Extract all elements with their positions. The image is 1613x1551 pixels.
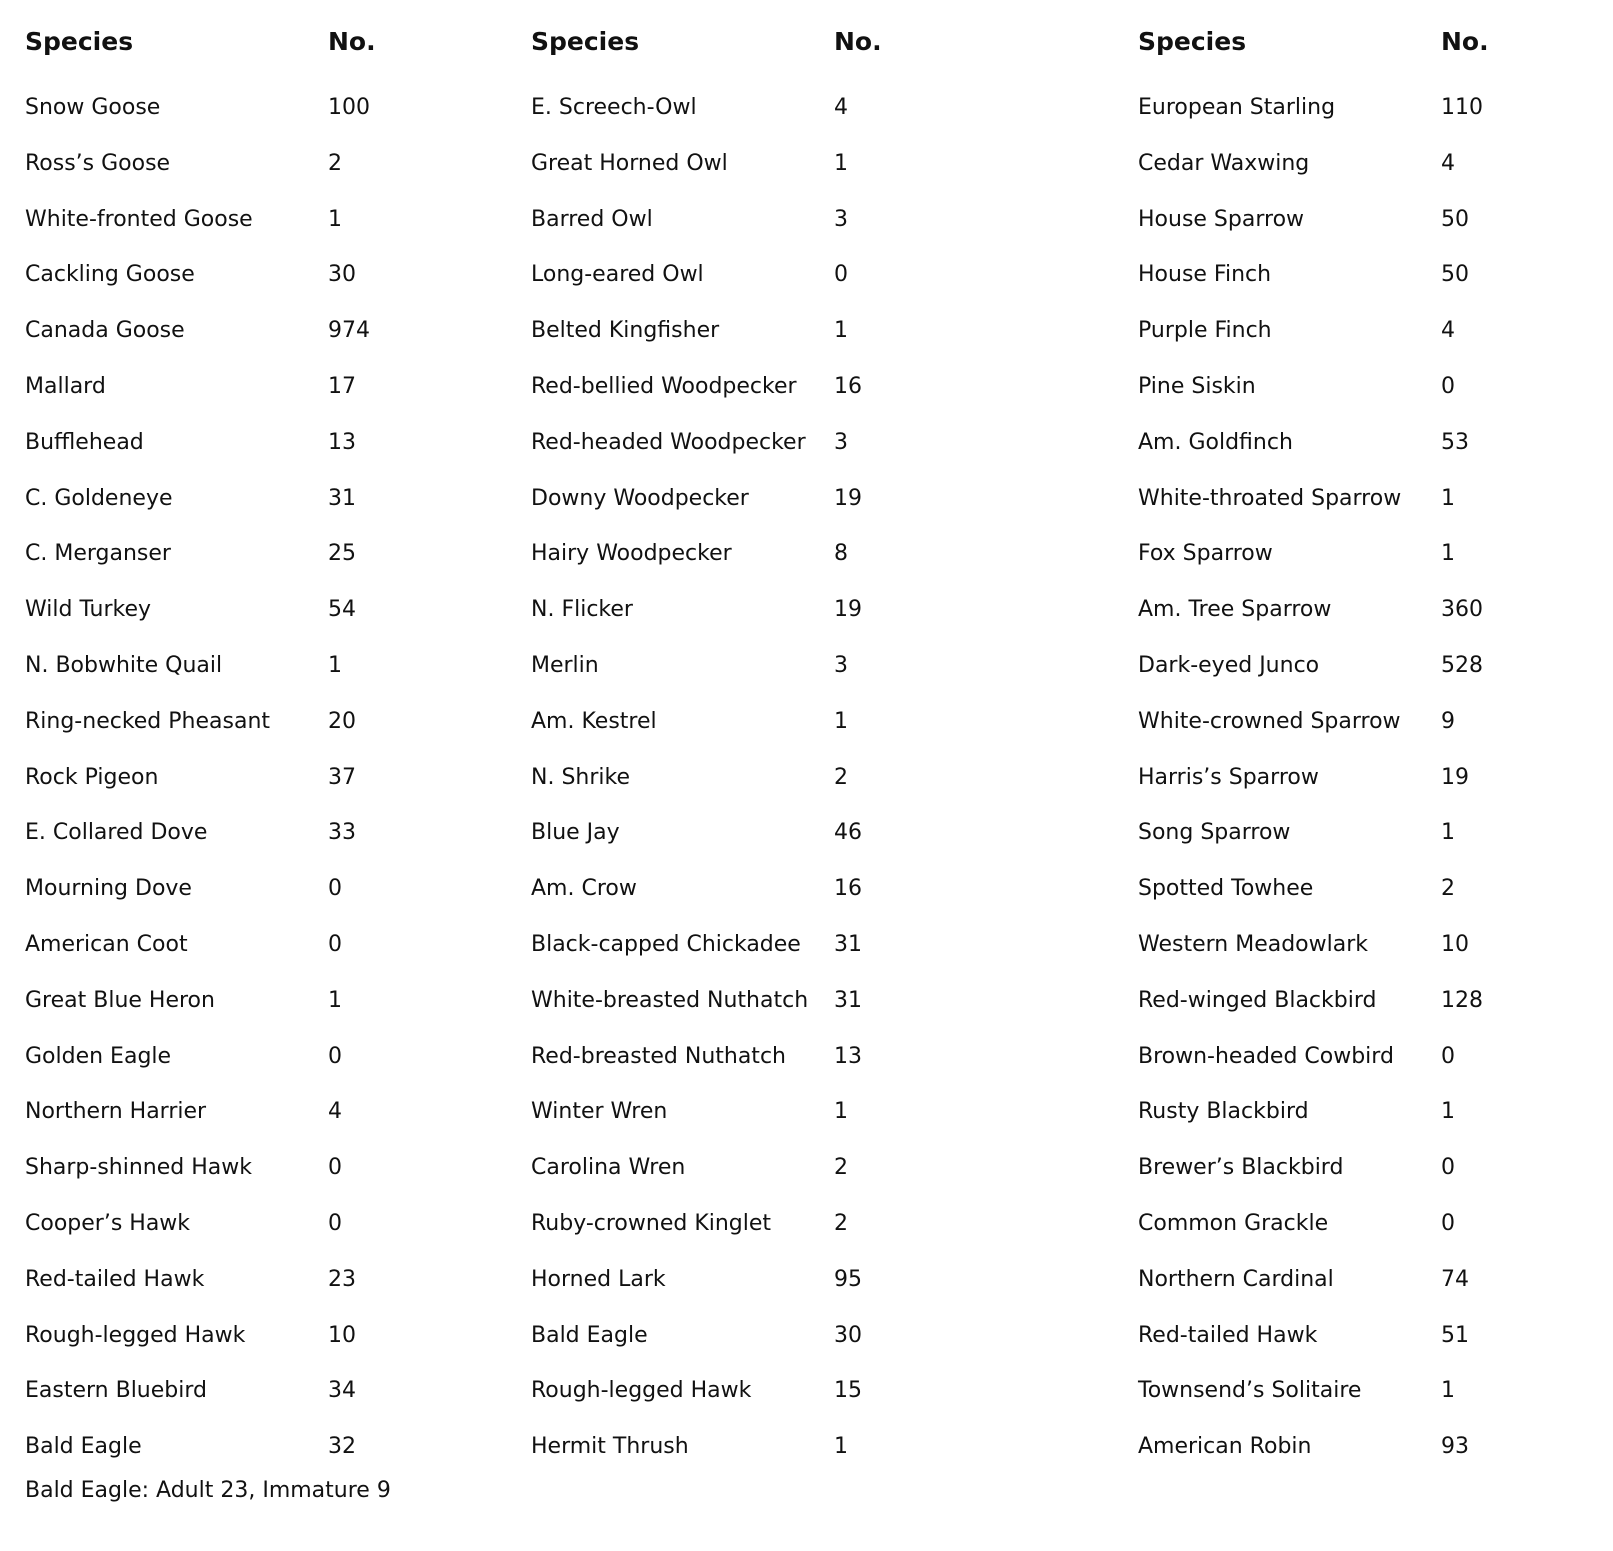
- species-name: Rusty Blackbird: [1138, 1099, 1309, 1125]
- species-count: 0: [328, 876, 342, 902]
- species-name: Mourning Dove: [25, 876, 192, 902]
- species-name: Red-tailed Hawk: [1138, 1322, 1318, 1348]
- species-count: 34: [328, 1378, 356, 1404]
- number-header: No.: [834, 27, 882, 56]
- species-name: Belted Kingfisher: [531, 318, 720, 344]
- species-name: Golden Eagle: [25, 1043, 172, 1069]
- species-name: Am. Crow: [531, 876, 637, 902]
- species-name: American Robin: [1138, 1434, 1312, 1460]
- species-name: Ross’s Goose: [25, 150, 171, 176]
- species-name: Barred Owl: [531, 206, 653, 232]
- species-name: Cooper’s Hawk: [25, 1210, 191, 1236]
- species-count: 74: [1441, 1266, 1469, 1292]
- species-count: 0: [1441, 1043, 1455, 1069]
- species-name: Winter Wren: [531, 1099, 668, 1125]
- species-count: 31: [834, 987, 862, 1013]
- species-count: 128: [1441, 987, 1483, 1013]
- species-count: 9: [1441, 708, 1455, 734]
- species-name: Sharp-shinned Hawk: [25, 1155, 252, 1181]
- species-count: 1: [328, 987, 342, 1013]
- species-count: 31: [834, 931, 862, 957]
- species-count: 1: [834, 708, 848, 734]
- species-header: Species: [1138, 27, 1247, 56]
- species-name: Bald Eagle: [25, 1434, 142, 1460]
- species-count: 0: [834, 262, 848, 288]
- species-name: C. Goldeneye: [25, 485, 173, 511]
- species-name: Common Grackle: [1138, 1210, 1329, 1236]
- species-count: 0: [328, 1210, 342, 1236]
- species-count: 1: [834, 1434, 848, 1460]
- species-count: 1: [1441, 820, 1455, 846]
- number-header: No.: [328, 27, 376, 56]
- species-name: House Finch: [1138, 262, 1272, 288]
- species-name: White-crowned Sparrow: [1138, 708, 1401, 734]
- species-count: 2: [1441, 876, 1455, 902]
- species-name: Horned Lark: [531, 1266, 666, 1292]
- species-count: 16: [834, 373, 862, 399]
- species-name: White-fronted Goose: [25, 206, 253, 232]
- species-count: 37: [328, 764, 356, 790]
- species-name: Carolina Wren: [531, 1155, 686, 1181]
- species-name: E. Screech-Owl: [531, 95, 697, 120]
- species-count: 33: [328, 820, 356, 846]
- species-count: 25: [328, 541, 356, 567]
- species-count: 4: [834, 95, 848, 120]
- species-name: E. Collared Dove: [25, 820, 208, 846]
- species-name: Downy Woodpecker: [531, 485, 749, 511]
- species-count: 53: [1441, 429, 1469, 455]
- species-name: Fox Sparrow: [1138, 541, 1273, 567]
- species-name: Ruby-crowned Kinglet: [531, 1210, 772, 1236]
- species-name: Mallard: [25, 373, 106, 399]
- species-name: Bald Eagle: [531, 1322, 648, 1348]
- species-count: 13: [834, 1043, 862, 1069]
- species-count: 2: [834, 764, 848, 790]
- species-count: 1: [328, 206, 342, 232]
- species-count: 974: [328, 318, 370, 344]
- footnote: Bald Eagle: Adult 23, Immature 9: [25, 1478, 391, 1503]
- species-name: Am. Goldfinch: [1138, 429, 1293, 455]
- species-name: Eastern Bluebird: [25, 1378, 207, 1404]
- species-name: Blue Jay: [531, 820, 620, 846]
- species-count: 23: [328, 1266, 356, 1292]
- species-name: Red-breasted Nuthatch: [531, 1043, 786, 1069]
- species-name: N. Bobwhite Quail: [25, 652, 223, 678]
- species-count: 20: [328, 708, 356, 734]
- species-count: 2: [834, 1210, 848, 1236]
- species-name: Song Sparrow: [1138, 820, 1291, 846]
- species-name: Spotted Towhee: [1138, 876, 1314, 902]
- species-name: Black-capped Chickadee: [531, 931, 801, 957]
- species-name: Purple Finch: [1138, 318, 1272, 344]
- species-count: 1: [328, 652, 342, 678]
- species-name: Wild Turkey: [25, 597, 152, 623]
- species-name: European Starling: [1138, 95, 1336, 120]
- species-name: Rough-legged Hawk: [25, 1322, 246, 1348]
- species-name: N. Shrike: [531, 764, 630, 790]
- species-count: 1: [1441, 541, 1455, 567]
- species-name: Brown-headed Cowbird: [1138, 1043, 1394, 1069]
- species-count: 10: [328, 1322, 356, 1348]
- species-name: C. Merganser: [25, 541, 171, 567]
- species-count: 19: [1441, 764, 1469, 790]
- species-name: Am. Tree Sparrow: [1138, 597, 1332, 623]
- species-name: Great Blue Heron: [25, 987, 215, 1013]
- species-count: 13: [328, 429, 356, 455]
- species-name: White-throated Sparrow: [1138, 485, 1402, 511]
- species-name: Hairy Woodpecker: [531, 541, 732, 567]
- species-name: Red-tailed Hawk: [25, 1266, 205, 1292]
- species-count: 0: [1441, 1210, 1455, 1236]
- species-count: 17: [328, 373, 356, 399]
- species-count: 0: [1441, 1155, 1455, 1181]
- species-name: Northern Cardinal: [1138, 1266, 1334, 1292]
- species-name: Northern Harrier: [25, 1099, 207, 1125]
- species-count: 0: [328, 1043, 342, 1069]
- species-header: Species: [25, 27, 134, 56]
- species-count: 51: [1441, 1322, 1469, 1348]
- species-count: 528: [1441, 652, 1483, 678]
- species-count: 1: [834, 1099, 848, 1125]
- species-count: 4: [1441, 150, 1455, 176]
- species-name: Great Horned Owl: [531, 150, 728, 176]
- species-count: 31: [328, 485, 356, 511]
- species-count: 3: [834, 652, 848, 678]
- species-count: 95: [834, 1266, 862, 1292]
- species-count: 4: [1441, 318, 1455, 344]
- species-name: Canada Goose: [25, 318, 185, 344]
- species-count: 19: [834, 597, 862, 623]
- species-count: 110: [1441, 95, 1483, 120]
- species-count: 54: [328, 597, 356, 623]
- species-name: American Coot: [25, 931, 188, 957]
- species-count: 3: [834, 429, 848, 455]
- species-name: Pine Siskin: [1138, 373, 1256, 399]
- species-count: 8: [834, 541, 848, 567]
- species-name: Bufflehead: [25, 429, 144, 455]
- species-name: Brewer’s Blackbird: [1138, 1155, 1344, 1181]
- species-count: 30: [328, 262, 356, 288]
- species-name: Am. Kestrel: [531, 708, 657, 734]
- species-name: N. Flicker: [531, 597, 633, 623]
- species-name: Merlin: [531, 652, 599, 678]
- species-count: 46: [834, 820, 862, 846]
- species-count: 93: [1441, 1434, 1469, 1460]
- species-name: Hermit Thrush: [531, 1434, 689, 1460]
- species-count: 1: [834, 150, 848, 176]
- species-name: Western Meadowlark: [1138, 931, 1369, 957]
- species-count: 32: [328, 1434, 356, 1460]
- species-name: Rough-legged Hawk: [531, 1378, 752, 1404]
- species-name: Cackling Goose: [25, 262, 195, 288]
- species-count: 1: [834, 318, 848, 344]
- species-count: 1: [1441, 485, 1455, 511]
- species-name: Ring-necked Pheasant: [25, 708, 271, 734]
- species-name: Townsend’s Solitaire: [1138, 1378, 1362, 1404]
- species-count: 360: [1441, 597, 1483, 623]
- species-count: 30: [834, 1322, 862, 1348]
- species-count: 4: [328, 1099, 342, 1125]
- species-count: 50: [1441, 206, 1469, 232]
- species-name: Red-headed Woodpecker: [531, 429, 806, 455]
- species-count: 15: [834, 1378, 862, 1404]
- species-count: 10: [1441, 931, 1469, 957]
- species-name: Red-winged Blackbird: [1138, 987, 1377, 1013]
- species-name: House Sparrow: [1138, 206, 1305, 232]
- species-name: Cedar Waxwing: [1138, 150, 1310, 176]
- species-count: 0: [328, 931, 342, 957]
- species-name: Snow Goose: [25, 95, 161, 120]
- species-header: Species: [531, 27, 640, 56]
- species-name: Red-bellied Woodpecker: [531, 373, 797, 399]
- species-count: 2: [328, 150, 342, 176]
- species-count: 16: [834, 876, 862, 902]
- species-count: 0: [1441, 373, 1455, 399]
- species-name: Rock Pigeon: [25, 764, 159, 790]
- species-count: 100: [328, 95, 370, 120]
- species-count: 0: [328, 1155, 342, 1181]
- number-header: No.: [1441, 27, 1489, 56]
- species-count: 1: [1441, 1099, 1455, 1125]
- species-name: Long-eared Owl: [531, 262, 704, 288]
- species-count: 3: [834, 206, 848, 232]
- species-count: 2: [834, 1155, 848, 1181]
- species-count: 1: [1441, 1378, 1455, 1404]
- species-name: White-breasted Nuthatch: [531, 987, 809, 1013]
- species-count: 50: [1441, 262, 1469, 288]
- species-count: 19: [834, 485, 862, 511]
- species-name: Dark-eyed Junco: [1138, 652, 1320, 678]
- species-name: Harris’s Sparrow: [1138, 764, 1319, 790]
